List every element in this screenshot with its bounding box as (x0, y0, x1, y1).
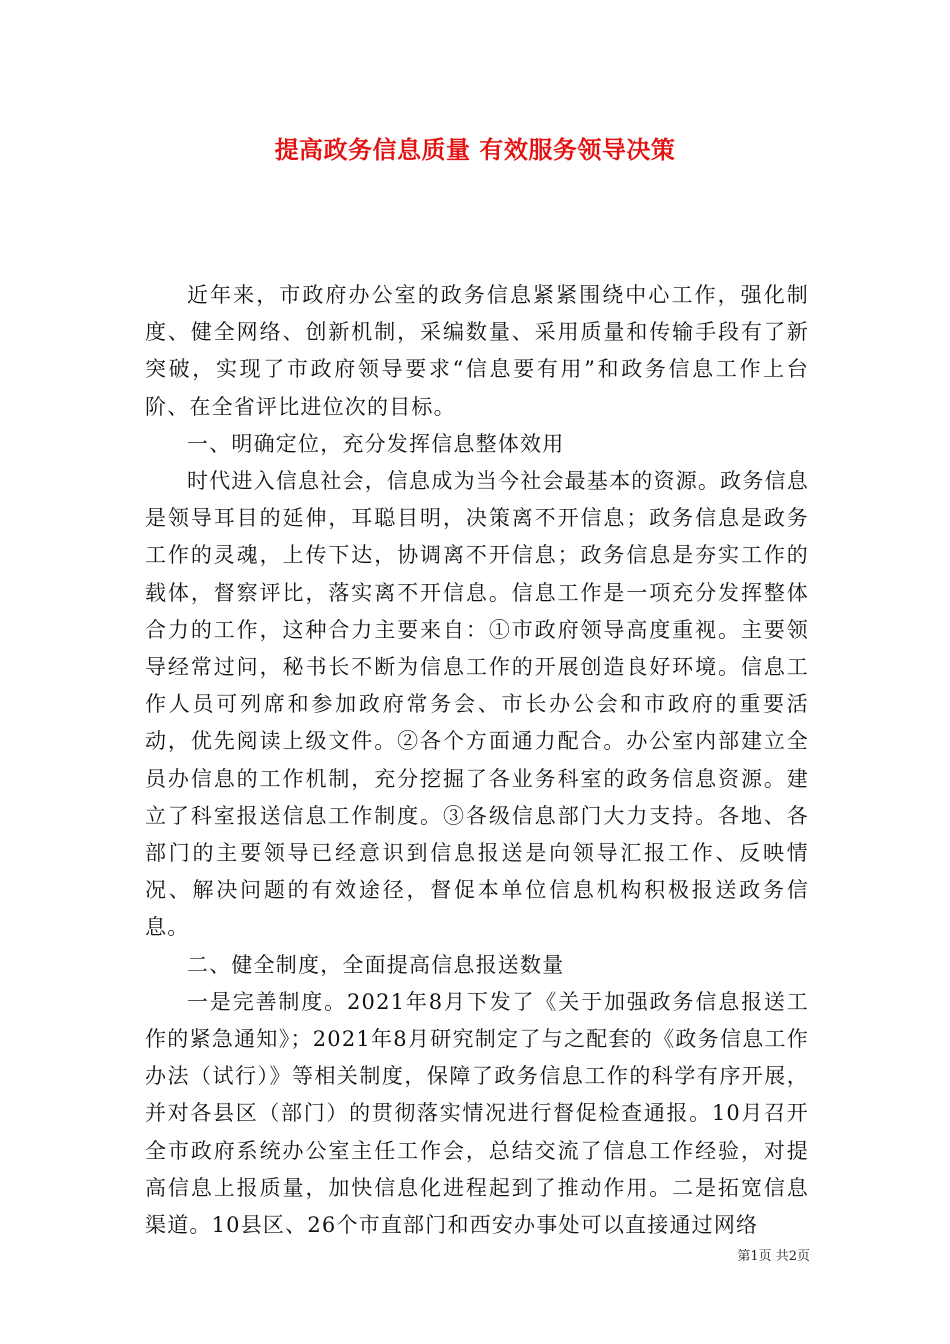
paragraph-section-2: 一是完善制度。2021年8月下发了《关于加强政务信息报送工作的紧急通知》；2021年8月研究制定了与之配套的《政务信息工作办法（试行）》等相关制度，保障了政务信息工作的科学有序开展，并对各县区（部门）的贯彻落实情况进行督促检查通报。10月召开全市政府系统办公室主任工作会，总结交流了信息工作经验，对提高信息上报质量，加快信息化进程起到了推动作用。二是拓宽信息渠道。10县区、26个市直部门和西安办事处可以直接通过网络 (145, 989, 809, 1238)
document-body (145, 277, 809, 1244)
page-number: 第1页 共2页 (737, 1249, 810, 1264)
paragraph-intro: 近年来，市政府办公室的政务信息紧紧围绕中心工作，强化制度、健全网络、创新机制，采编数量、采用质量和传输手段有了新突破，实现了市政府领导要求“信息要有用”和政务信息工作上台阶、在全省评比进位次的目标。 (145, 283, 809, 419)
section-heading-2: 二、健全制度，全面提高信息报送数量 (187, 952, 565, 977)
paragraph-section-1: 时代进入信息社会，信息成为当今社会最基本的资源。政务信息是领导耳目的延伸，耳聪目明，决策离不开信息；政务信息是政务工作的灵魂，上传下达，协调离不开信息；政务信息是夯实工作的载体，督察评比，落实离不开信息。信息工作是一项充分发挥整体合力的工作，这种合力主要来自：①市政府领导高度重视。主要领导经常过问，秘书长不断为信息工作的开展创造良好环境。信息工作人员可列席和参加政府常务会、市长办公会和市政府的重要活动，优先阅读上级文件。②各个方面通力配合。办公室内部建立全员办信息的工作机制，充分挖掘了各业务科室的政务信息资源。建立了科室报送信息工作制度。③各级信息部门大力支持。各地、各部门的主要领导已经意识到信息报送是向领导汇报工作、反映情况、解决问题的有效途径，督促本单位信息机构积极报送政务信息。 (145, 469, 809, 940)
document-title: 提高政务信息质量 有效服务领导决策 (274, 135, 676, 164)
section-heading-1: 一、明确定位，充分发挥信息整体效用 (187, 431, 565, 456)
